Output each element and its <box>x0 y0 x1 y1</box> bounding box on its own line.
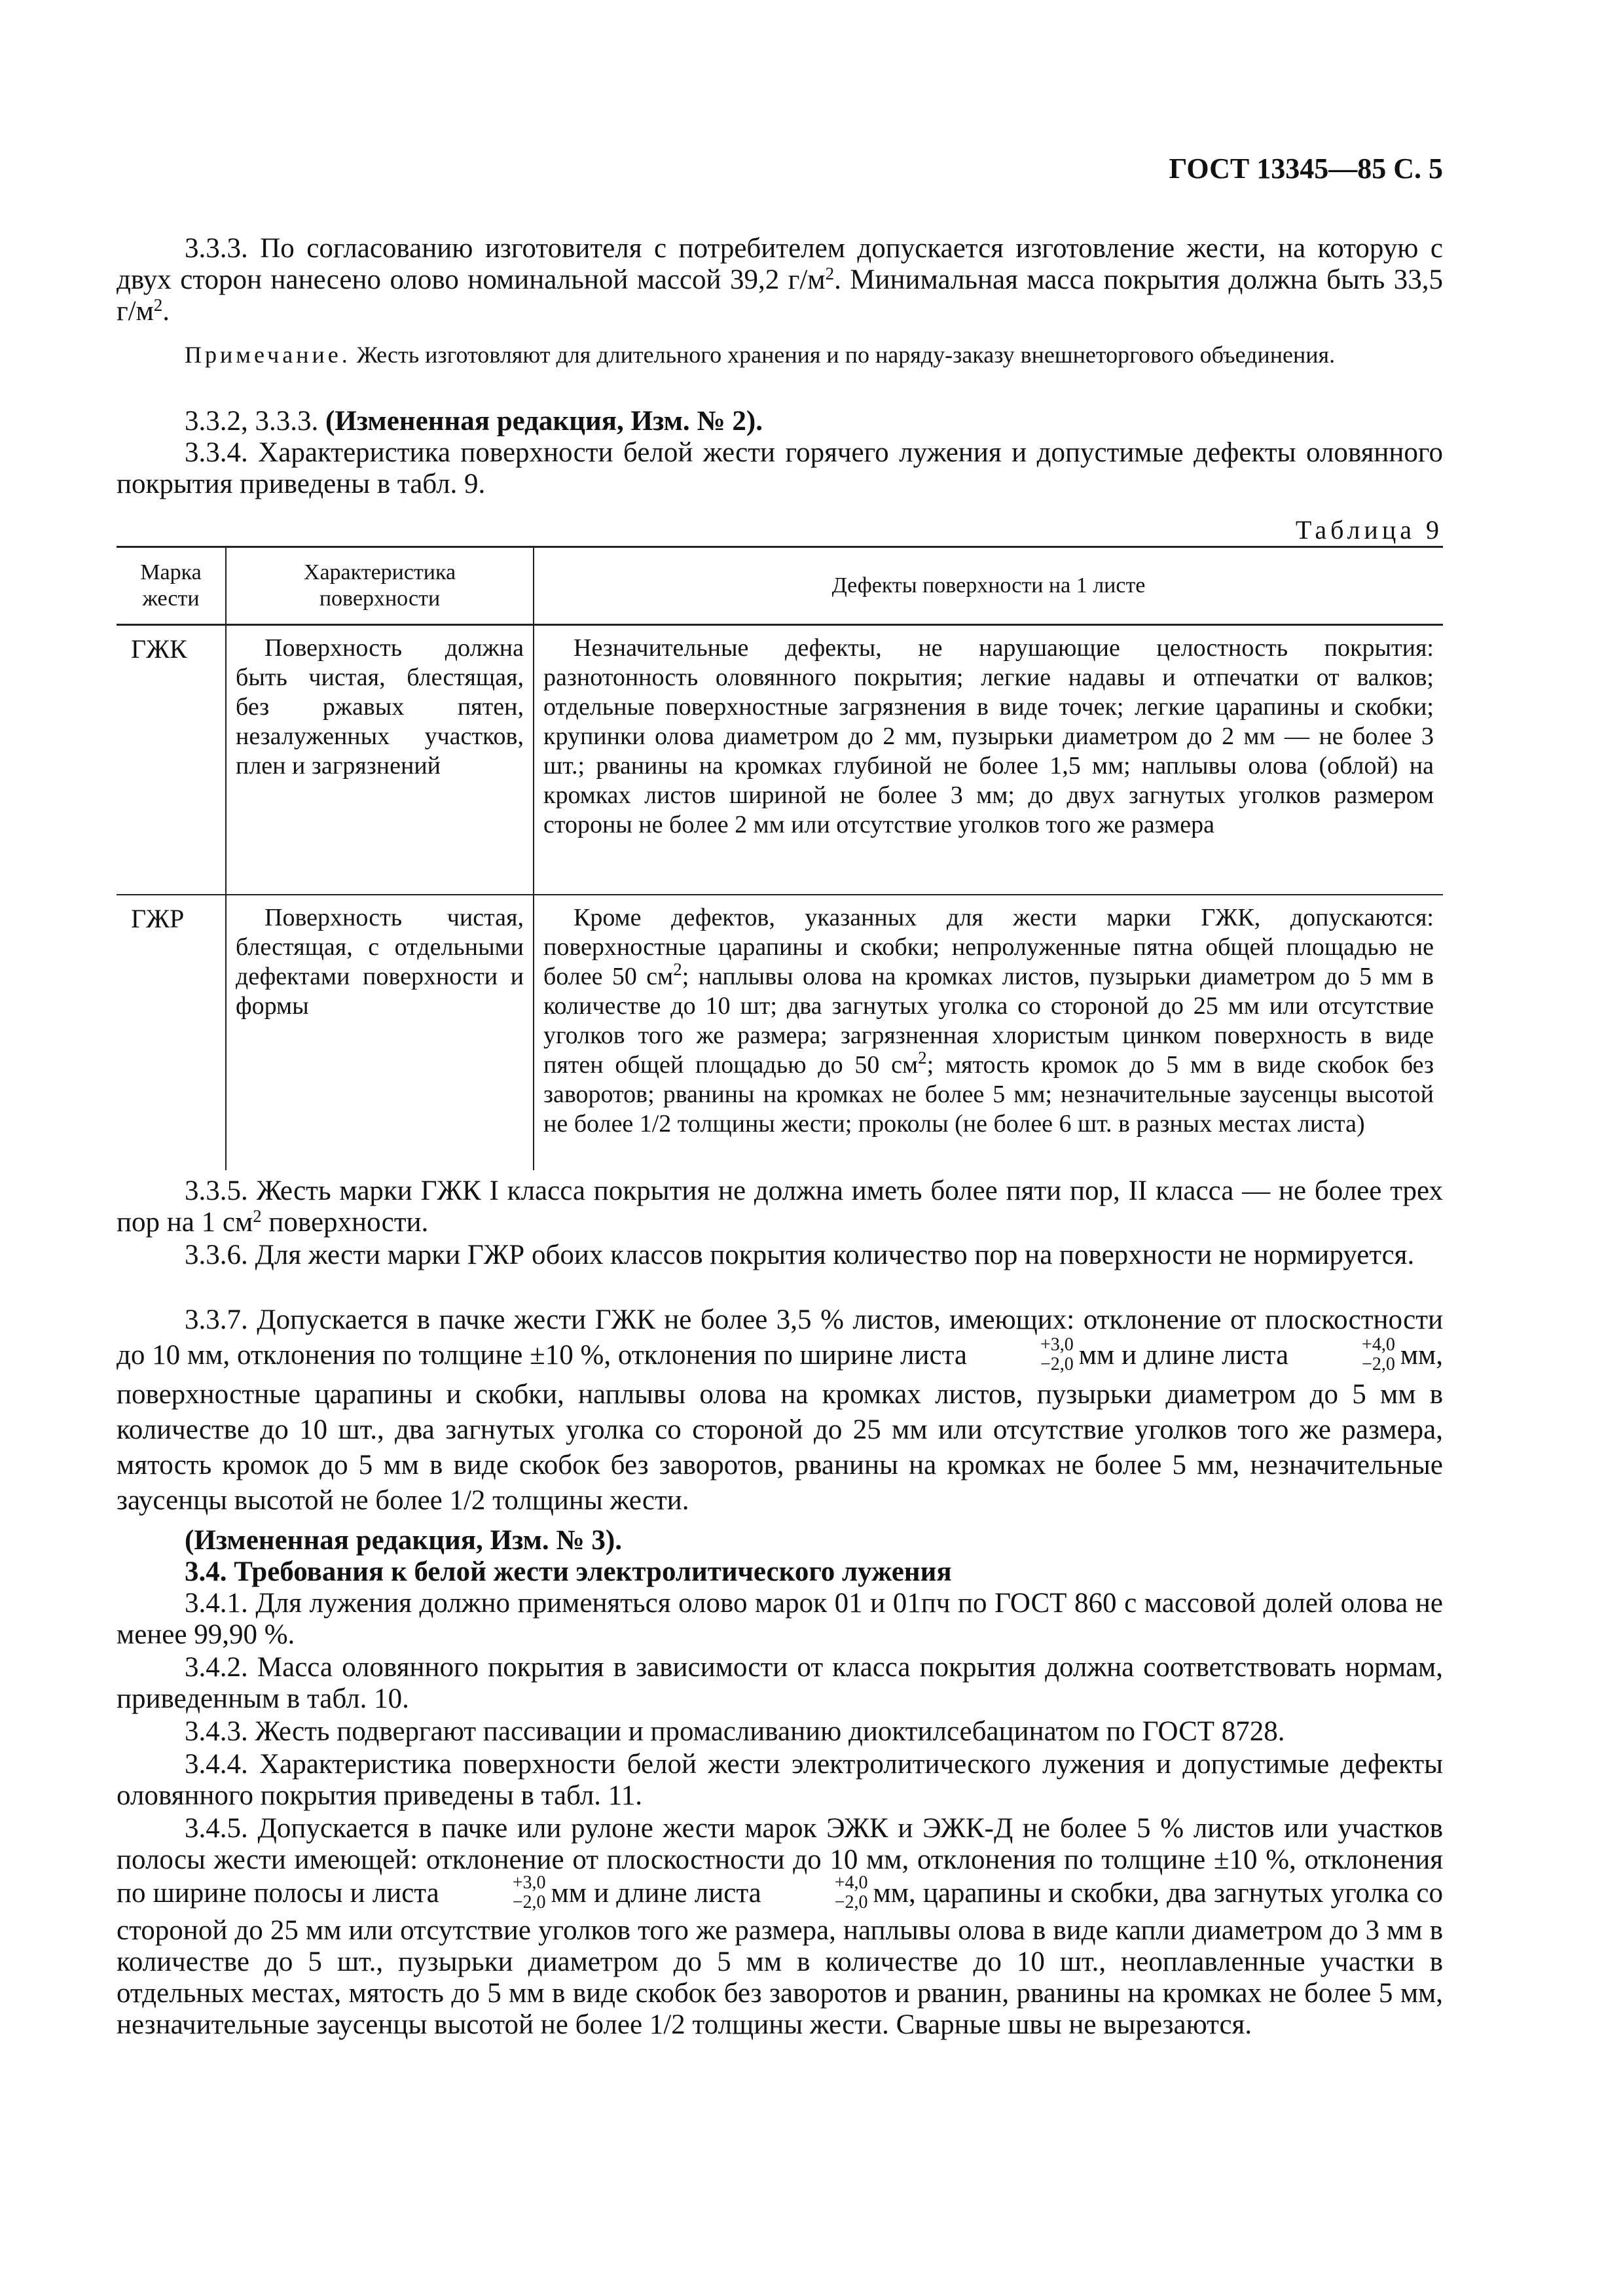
tolerance-fraction: +3,0 −2,0 <box>1040 1335 1074 1375</box>
paragraph-3-3-2-edit: 3.3.2, 3.3.3. (Измененная редакция, Изм. № 2). <box>185 406 763 437</box>
table-cell-surface: Поверхность должна быть чистая, блестящая, без ржавых пятен, незалуженных участков, плен и загрязнений <box>226 625 534 895</box>
paragraph-3-4-5: 3.4.5. Допускается в пачке или рулоне жести марок ЭЖК и ЭЖК-Д не более 5 % листов или участков полосы жести имеющей: отклонение от плоскостности до 10 мм, отклонения по толщине ±10 %, отклонения по ширине полосы и листа +3,0 −2,0 мм и длине листа +4,0 −2,0 мм, царапины и скобки, два загнутых уголка со стороной до 25 мм или отсутствие уголков того же размера, наплывы олова в виде капли диаметром до 3 мм в количестве до 5 шт., пузырьки диаметром до 5 мм в количестве до 10 шт., неоплавленные участки в отдельных местах, мятость до 5 мм в виде скобок без заворотов и рванин, рванины на кромках не более 5 мм, незначительные заусенцы высотой не более 1/2 толщины жести. Сварные швы не вырезаются. <box>117 1813 1443 2040</box>
paragraph-3-3-7: 3.3.7. Допускается в пачке жести ГЖК не более 3,5 % листов, имеющих: отклонение от плоскостности до 10 мм, отклонения по толщине ±10 %, отклонения по ширине листа +3,0 −2,0 мм и длине листа +4,0 −2,0 мм, поверхностные царапины и скобки, наплывы олова на кромках листов, пузырьки диаметром до 5 мм в количестве до 10 шт., два загнутых уголка со стороной до 25 мм или отсутствие уголков того же размера, мятость кромок до 5 мм в виде скобок без заворотов, рванины на кромках не более 5 мм, незначительные заусенцы высотой не более 1/2 толщины жести. <box>117 1304 1443 1516</box>
paragraph-3-4-4: 3.4.4. Характеристика поверхности белой жести электролитического лужения и допустимые дефекты оловянного покрытия приведены в табл. 11. <box>117 1749 1443 1811</box>
edit-note-3: (Измененная редакция, Изм. № 3). <box>185 1525 622 1556</box>
tolerance-fraction: +4,0 −2,0 <box>1362 1335 1395 1375</box>
table-row <box>117 895 1443 1170</box>
paragraph-3-3-5: 3.3.5. Жесть марки ГЖК I класса покрытия не должна иметь более пяти пор, II класса — не более трех пор на 1 $см^2$ поверхности. <box>117 1175 1443 1238</box>
paragraph-3-4-1: 3.4.1. Для лужения должно применяться олово марок 01 и 01пч по ГОСТ 860 с массовой долей олова не менее 99,90 %. <box>117 1588 1443 1650</box>
section-3-4-heading: 3.4. Требования к белой жести электролитического лужения <box>185 1556 952 1587</box>
tolerance-fraction: +4,0 −2,0 <box>834 1873 868 1912</box>
note: Примечание. Жесть изготовляют для длительного хранения и по наряду-заказу внешнеторгового объединения. <box>185 342 1336 368</box>
tolerance-fraction: +3,0 −2,0 <box>512 1873 546 1912</box>
paragraph-3-4-3: 3.4.3. Жесть подвергают пассивации и промасливанию диоктилсебацинатом по ГОСТ 8728. <box>185 1716 1285 1747</box>
table-cell-defects: Незначительные дефекты, не нарушающие целостность покрытия: разнотонность оловянного покрытия; легкие надавы и отпечатки от валков; отдельные поверхностные загрязнения в виде точек; легкие царапины и скобки; крупинки олова диаметром до 2 мм, пузырьки диаметром до 2 мм — не более 3 шт.; рванины на кромках глубиной не более 1,5 мм; наплывы олова (облой) на кромках листов шириной не более 3 мм; до двух загнутых уголков размером стороны не более 2 мм или отсутствие уголков того же размера <box>534 625 1443 895</box>
table-header-cell: Характеристика поверхности <box>226 547 534 625</box>
paragraph-3-3-4: 3.3.4. Характеристика поверхности белой жести горячего лужения и допустимые дефекты оловянного покрытия приведены в табл. 9. <box>117 437 1443 499</box>
table-cell-defects: Кроме дефектов, указанных для жести марки ГЖК, допускаются: поверхностные царапины и скобки; непролуженные пятна общей площадью не более 50 $см^2$; наплывы олова на кромках листов, пузырьки диаметром до 5 мм в количестве до 10 шт; два загнутых уголка со стороной до 25 мм или отсутствие уголков того же размера; загрязненная хлористым цинком поверхность в виде пятен общей площадью до 50 $см^2$; мятость кромок до 5 мм в виде скобок без заворотов; рванины на кромках не более 5 мм; незначительные заусенцы высотой не более 1/2 толщины жести; проколы (не более 6 шт. в разных местах листа) <box>534 895 1443 1170</box>
table-cell-surface: Поверхность чистая, блестящая, с отдельными дефектами поверхности и формы <box>226 895 534 1170</box>
paragraph-3-3-6: 3.3.6. Для жести марки ГЖР обоих классов покрытия количество пор на поверхности не нормируется. <box>185 1240 1415 1270</box>
table-header-cell: Дефекты поверхности на 1 листе <box>534 547 1443 625</box>
paragraph-3-4-2: 3.4.2. Масса оловянного покрытия в зависимости от класса покрытия должна соответствовать нормам, приведенным в табл. 10. <box>117 1652 1443 1714</box>
table-header-row <box>117 547 1443 625</box>
table-row <box>117 625 1443 895</box>
page-header: ГОСТ 13345—85 С. 5 <box>1169 152 1443 185</box>
table-caption: Таблица 9 <box>1295 515 1443 545</box>
table-cell-mark: ГЖР <box>117 895 226 1170</box>
table-header-cell: Марка жести <box>117 547 226 625</box>
table-cell-mark: ГЖК <box>117 625 226 895</box>
paragraph-3-3-3: 3.3.3. По согласованию изготовителя с потребителем допускается изготовление жести, на которую с двух сторон нанесено олово номинальной массой 39,2 $г/м^2$. Минимальная масса покрытия должна быть 33,5 $г/м^2$. <box>117 233 1444 327</box>
table-9 <box>117 546 1443 1170</box>
